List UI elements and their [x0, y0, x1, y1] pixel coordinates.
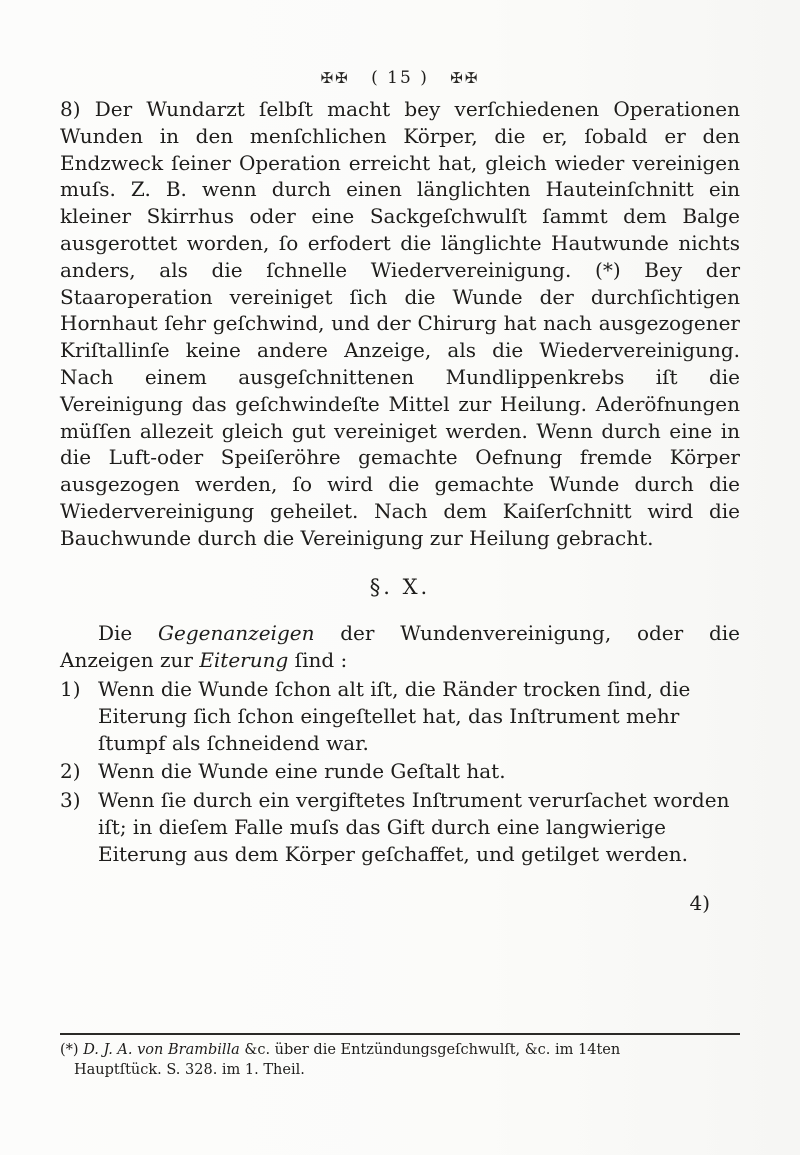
page-header	[0, 68, 800, 88]
intro-part-2: der Wundenvereinigung, oder die Anzeigen zur	[60, 621, 740, 673]
list-item-text: Wenn die Wunde eine runde Geſtalt hat.	[98, 759, 506, 784]
paragraph-8: 8) Der Wundarzt ſelbſt macht bey verſchiedenen Operationen Wunden in den menſchlichen Körper, die er, ſobald er den Endzweck ſeiner Operation erreicht hat, gleich wieder vereinigen muſs. Z. B. wenn durch einen länglichten Hauteinſchnitt ein kleiner Skirrhus oder eine Sackgeſchwulſt ſammt dem Balge ausgerottet worden, ſo erfodert die länglichte Hautwunde nichts anders, als die ſchnelle Wiedervereinigung. (*) Bey der Staaroperation vereiniget ſich die Wunde der durchſichtigen Hornhaut ſehr geſchwind, und der Chirurg hat nach ausgezogener Kriſtallinſe keine andere Anzeige, als die Wiedervereinigung. Nach einem ausgeſchnittenen Mundlippenkrebs iſt die Vereinigung das geſchwindeſte Mittel zur Heilung. Aderöfnungen müſſen allezeit gleich gut vereiniget werden. Wenn durch eine in die Luft-oder Speiſeröhre gemachte Oefnung fremde Körper ausgezogen werden, ſo wird die gemachte Wunde durch die Wiedervereinigung geheilet. Nach dem Kaiſerſchnitt wird die Bauchwunde durch die Vereinigung zur Heilung gebracht.	[60, 97, 740, 550]
list-item-number: 1)	[60, 676, 81, 701]
footnote-author: D. J. A. von Brambilla	[83, 1042, 240, 1058]
footnote-line-1-rest: &c. über die Entzündungsgeſchwulſt, &c. im 14ten	[239, 1042, 621, 1058]
footnote-marker: (*)	[60, 1042, 84, 1058]
list-item-number: 2)	[60, 759, 81, 784]
intro-part-3: ſind :	[288, 648, 348, 673]
list-item	[60, 676, 740, 756]
intro-part-1: Die	[98, 621, 159, 646]
list-item	[60, 787, 740, 867]
section-heading: §. X.	[369, 574, 431, 599]
intro-emphasis-gegenanzeigen: Gegenanzeigen	[158, 621, 315, 646]
footnote-line-1	[60, 1040, 740, 1060]
intro-emphasis-eiterung: Eiterung	[199, 648, 289, 673]
list-item-text: Wenn ſie durch ein vergiftetes Inſtrument verurſachet worden iſt; in dieſem Falle muſs das Gift durch eine langwierige Eiterung aus dem Körper geſchaffet, und getilget werden.	[98, 788, 730, 866]
page-number: ( 15 )	[371, 68, 429, 88]
list-item-text: Wenn die Wunde ſchon alt iſt, die Ränder trocken ſind, die Eiterung ſich ſchon eingeſtellet hat, das Inſtrument mehr ſtumpf als ſchneidend war.	[98, 676, 691, 755]
list-item	[60, 758, 740, 785]
footnote-divider	[60, 1033, 740, 1035]
main-text	[60, 96, 740, 916]
ornament-right-icon: ✠✠	[450, 69, 480, 87]
catchword: 4)	[689, 890, 710, 915]
section-intro	[60, 620, 740, 674]
footnote-line-2: Hauptſtück. S. 328. im 1. Theil.	[74, 1062, 305, 1078]
footnote	[60, 1040, 740, 1080]
ornament-left-icon: ✠✠	[320, 69, 350, 87]
list-item-number: 3)	[60, 788, 81, 813]
